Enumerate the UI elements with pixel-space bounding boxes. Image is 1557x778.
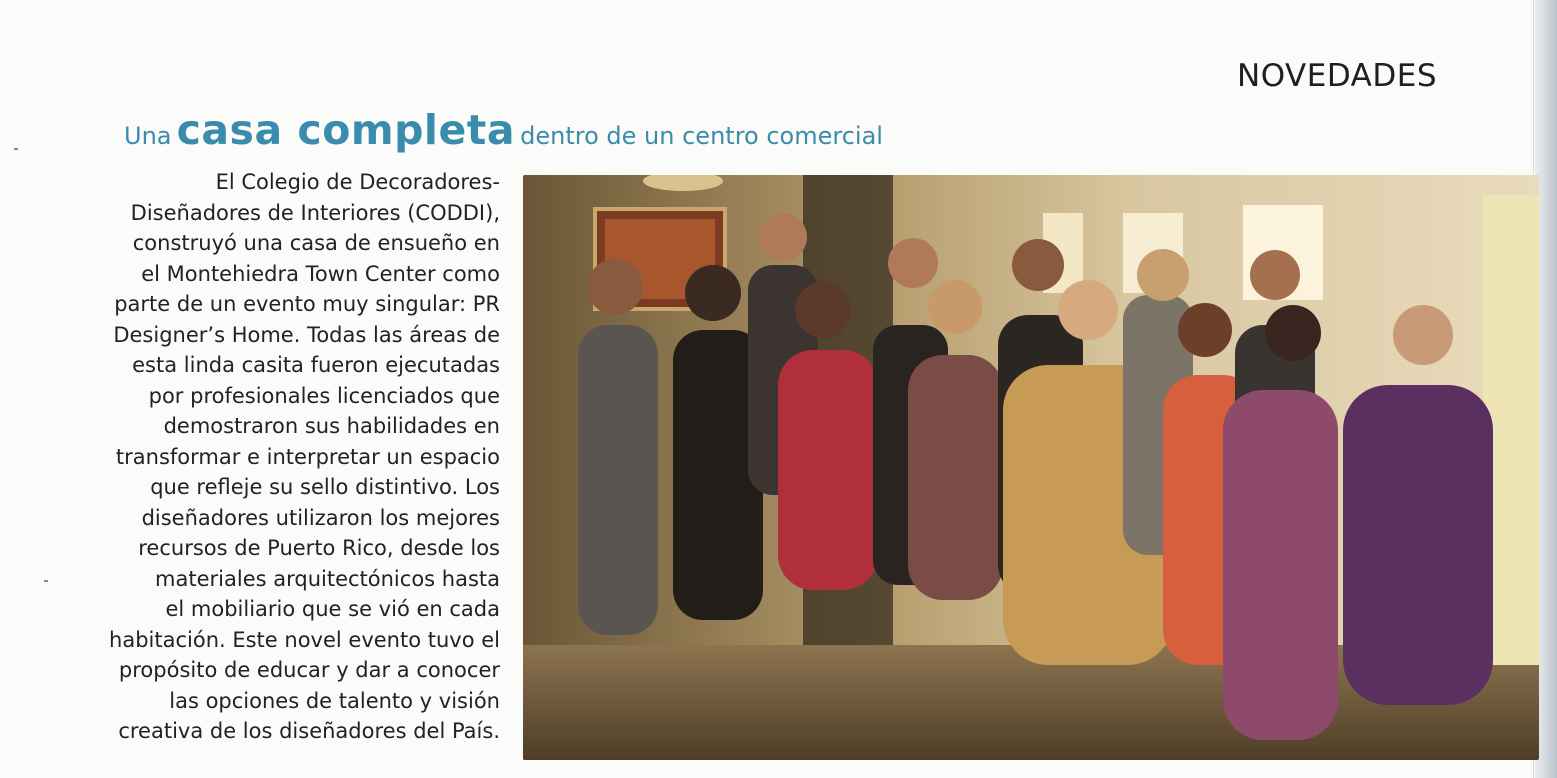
section-label: NOVEDADES [1237, 58, 1438, 94]
article-line: las opciones de talento y visión [169, 688, 500, 713]
article-line: parte de un evento muy singular: PR [114, 292, 500, 316]
scan-speck [14, 148, 18, 150]
group-photo-illustration [523, 175, 1539, 760]
article-line: diseñadores utilizaron los mejores [141, 505, 500, 530]
article-line: creativa de los diseñadores del País. [118, 719, 500, 743]
article-line: que refleje su sello distintivo. Los [150, 475, 500, 499]
article-line: El Colegio de Decoradores- [215, 170, 500, 194]
article-line: recursos de Puerto Rico, desde los [138, 536, 500, 560]
article-line: el Montehiedra Town Center como [141, 261, 500, 286]
headline-part-1: Una [124, 122, 172, 150]
article-line: por profesionales licenciados que [148, 383, 500, 408]
headline [124, 106, 883, 154]
article-line: transformar e interpretar un espacio [115, 444, 500, 469]
article-line: habitación. Este novel evento tuvo el [109, 627, 500, 652]
headline-part-3: dentro de un centro comercial [520, 122, 883, 150]
group-photo [523, 175, 1539, 760]
article-body [60, 167, 500, 747]
headline-part-2: casa completa [176, 106, 516, 154]
article-line: Designer’s Home. Todas las áreas de [113, 322, 500, 347]
article-line: demostraron sus habilidades en [163, 414, 500, 438]
article-line: construyó una casa de ensueño en [132, 231, 500, 255]
scan-speck [44, 580, 48, 582]
article-line: Diseñadores de Interiores (CODDI), [130, 200, 500, 225]
article-line: esta linda casita fueron ejecutadas [132, 353, 500, 377]
article-line: propósito de educar y dar a conocer [118, 658, 500, 682]
article-line: el mobiliario que se vió en cada [165, 597, 500, 621]
article-line: materiales arquitectónicos hasta [155, 566, 500, 591]
